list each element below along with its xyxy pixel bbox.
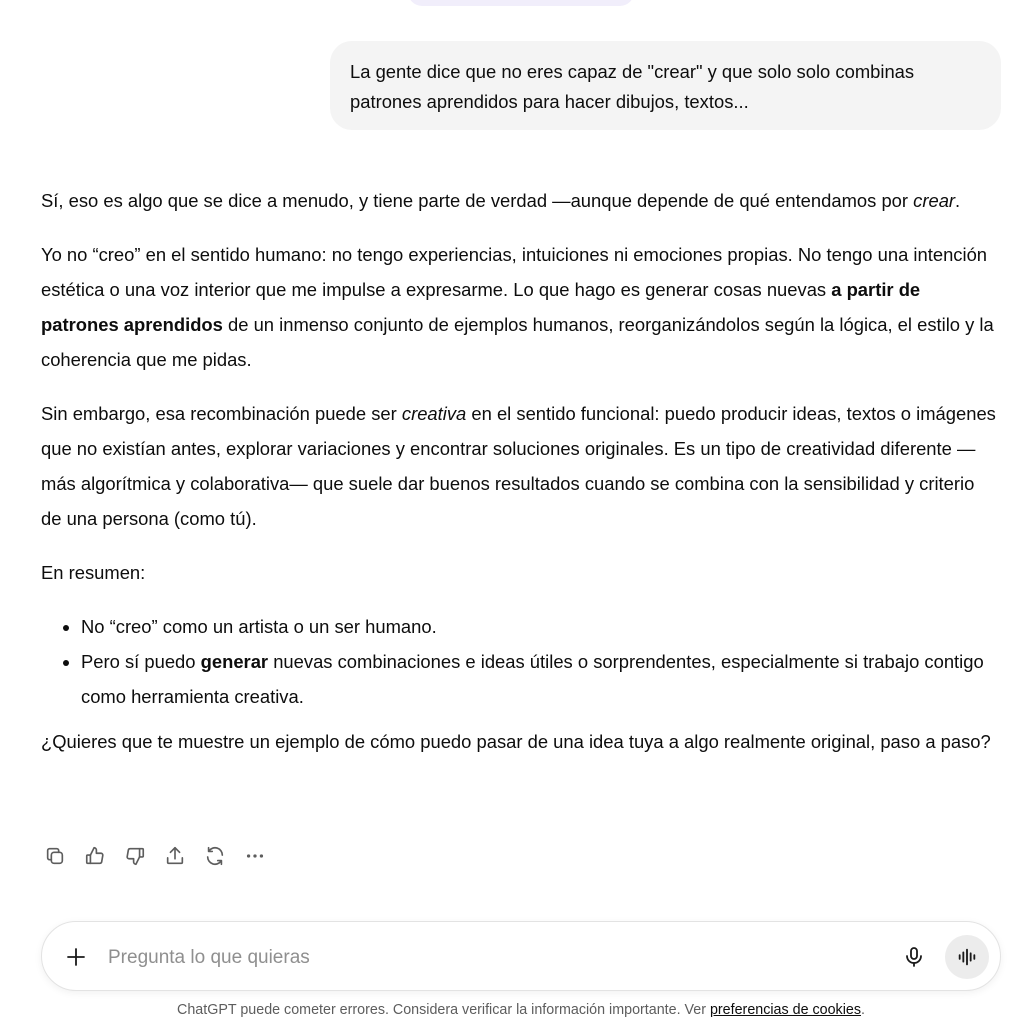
user-message-bubble bbox=[330, 41, 1001, 130]
cookie-preferences-link[interactable]: preferencias de cookies bbox=[709, 1002, 861, 1018]
assistant-paragraph-2: Yo no “creo” en el sentido humano: no tengo experiencias, intuiciones ni emociones propias. No tengo una intención estética o una voz interior que me impulse a expresarme. Lo que hago es generar cosas nuevas a partir de patrones aprendidos de un inmenso conjunto de ejemplos humanos, reorganizándolos según la lógica, el estilo y la coherencia que me pidas. bbox=[41, 244, 994, 370]
regenerate-button[interactable] bbox=[201, 842, 229, 870]
share-button[interactable] bbox=[161, 842, 189, 870]
summary-label: En resumen: bbox=[41, 562, 146, 583]
closing-question: ¿Quieres que te muestre un ejemplo de cómo puedo pasar de una idea tuya a algo realmente original, paso a paso? bbox=[41, 731, 991, 752]
list-item: • No “creo” como un artista o un ser humano. bbox=[81, 609, 996, 644]
bold-patrones: a partir de patrones aprendidos bbox=[41, 279, 921, 335]
more-button[interactable] bbox=[241, 842, 269, 870]
copy-button[interactable] bbox=[41, 842, 69, 870]
share-icon bbox=[164, 845, 186, 867]
composer bbox=[41, 921, 1001, 991]
dictate-button[interactable] bbox=[902, 945, 926, 969]
prompt-input[interactable] bbox=[106, 940, 880, 976]
voice-waveform-icon bbox=[956, 946, 978, 968]
microphone-icon bbox=[902, 945, 926, 969]
thumbs-up-icon bbox=[84, 845, 106, 867]
thumbs-down-icon bbox=[124, 845, 146, 867]
thumbs-up-button[interactable] bbox=[81, 842, 109, 870]
assistant-paragraph-1: Sí, eso es algo que se dice a menudo, y tiene parte de verdad —aunque depende de qué entendamos por crear. bbox=[41, 190, 961, 211]
more-icon bbox=[244, 845, 266, 867]
message-actions bbox=[41, 842, 281, 870]
summary-list bbox=[41, 609, 996, 714]
footer-disclaimer: ChatGPT puede cometer errores. Considera verificar la información importante. Ver preferencias de cookies. bbox=[177, 1002, 865, 1018]
top-scroll-pill bbox=[408, 0, 634, 6]
list-item: • Pero sí puedo generar nuevas combinaciones e ideas útiles o sorprendentes, especialmente si trabajo contigo como herramienta creativa. bbox=[81, 644, 996, 714]
copy-icon bbox=[44, 845, 66, 867]
voice-mode-button[interactable] bbox=[945, 935, 989, 979]
plus-icon bbox=[64, 945, 88, 969]
assistant-message bbox=[41, 183, 996, 759]
emphasis-creativa: creativa bbox=[401, 403, 467, 424]
bold-generar: generar bbox=[200, 651, 269, 672]
user-message-text: La gente dice que no eres capaz de "crear" y que solo solo combinas patrones aprendidos para hacer dibujos, textos... bbox=[350, 61, 915, 112]
emphasis-crear: crear bbox=[913, 190, 956, 211]
add-attachment-button[interactable] bbox=[64, 945, 88, 969]
regenerate-icon bbox=[204, 845, 226, 867]
assistant-paragraph-3: Sin embargo, esa recombinación puede ser creativa en el sentido funcional: puedo producir ideas, textos o imágenes que no existían antes, explorar variaciones y encontrar soluciones originales. Es un tipo de creatividad diferente —más algorítmica y colaborativa— que suele dar buenos resultados cuando se combina con la sensibilidad y criterio de una persona (como tú). bbox=[41, 403, 996, 529]
thumbs-down-button[interactable] bbox=[121, 842, 149, 870]
